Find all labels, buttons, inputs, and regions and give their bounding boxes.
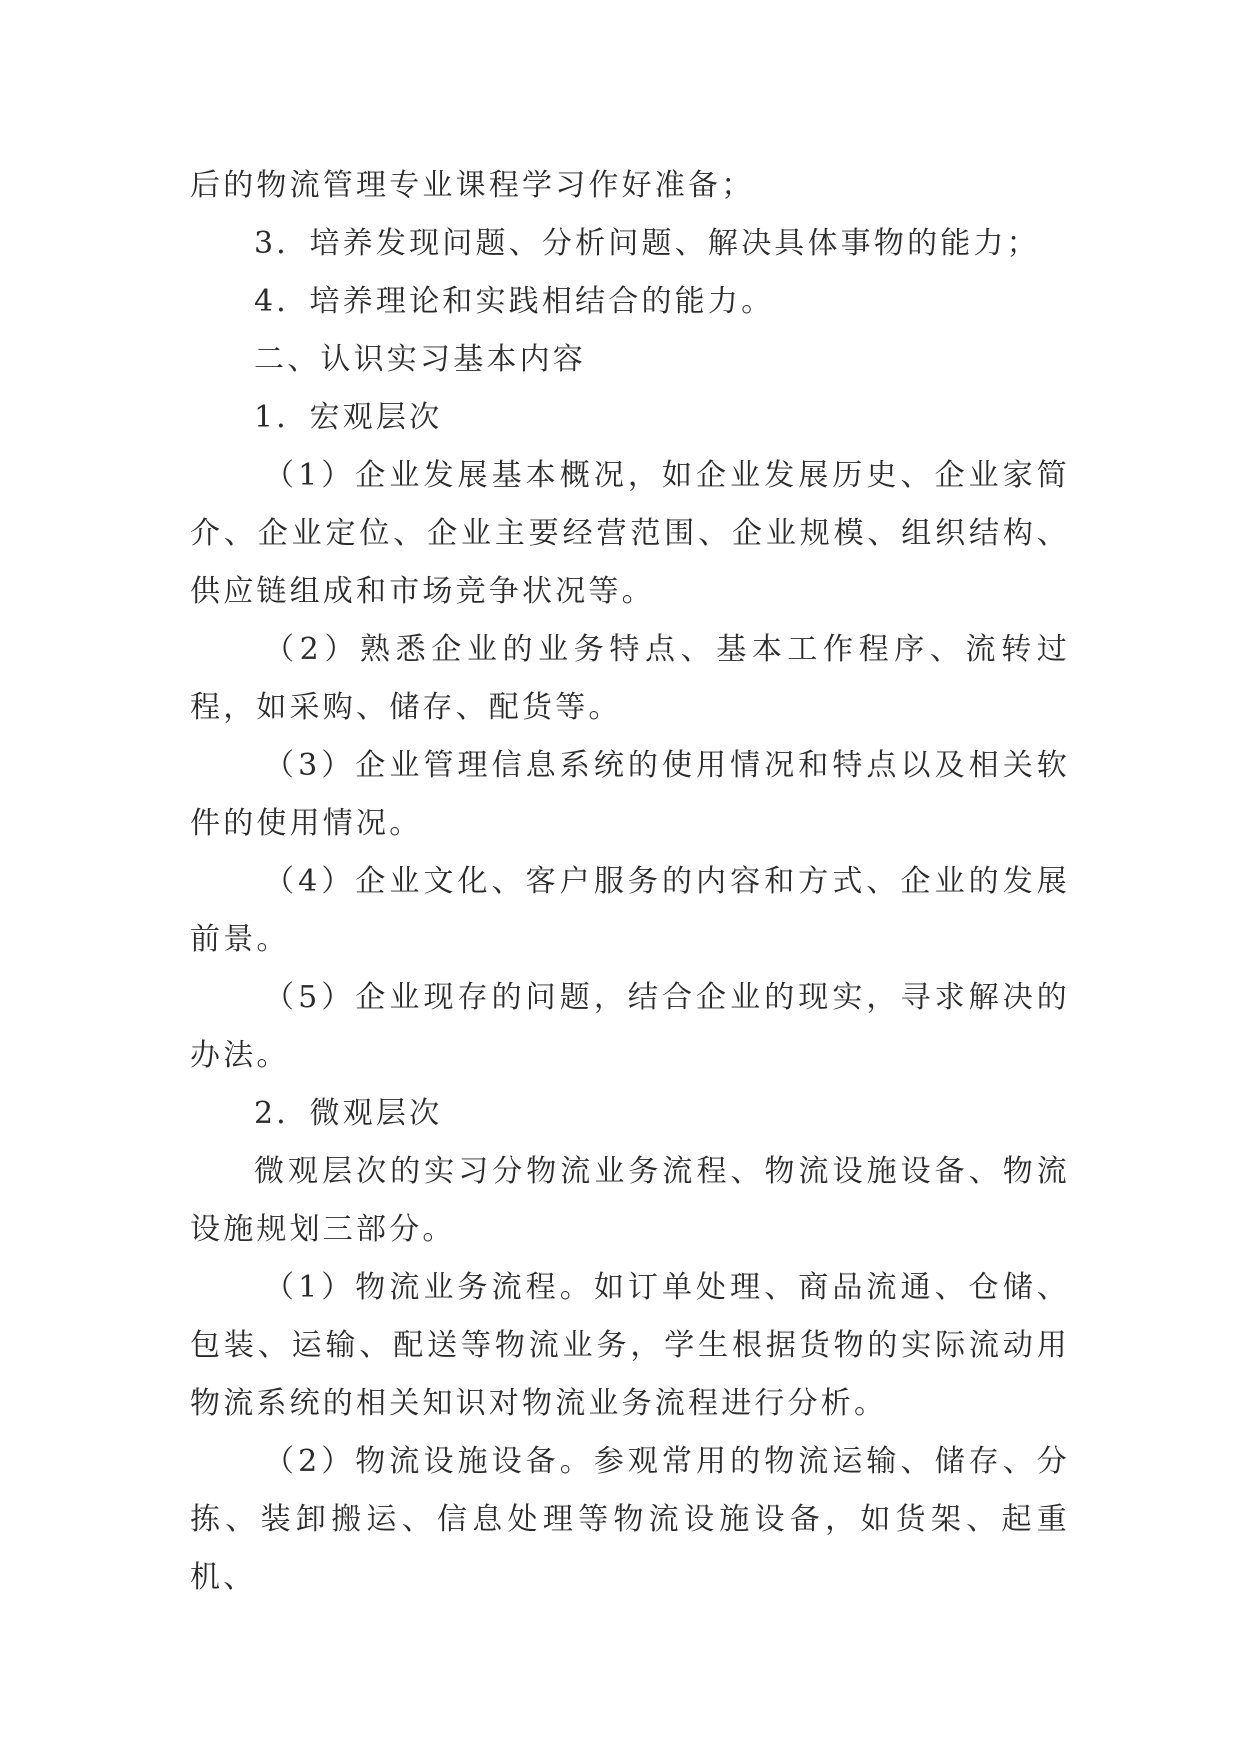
paragraph-macro-4: （4）企业文化、客户服务的内容和方式、企业的发展前景。 bbox=[190, 864, 1070, 957]
paragraph-objective-4: 4．培养理论和实践相结合的能力。 bbox=[254, 284, 775, 319]
document-body bbox=[190, 157, 1070, 1607]
paragraph-objective-3: 3．培养发现问题、分析问题、解决具体事物的能力； bbox=[254, 226, 1040, 261]
paragraph-micro-intro: 微观层次的实习分物流业务流程、物流设施设备、物流设施规划三部分。 bbox=[190, 1154, 1070, 1247]
paragraph-macro-2: （2）熟悉企业的业务特点、基本工作程序、流转过程，如采购、储存、配货等。 bbox=[190, 632, 1070, 725]
paragraph-macro-3: （3）企业管理信息系统的使用情况和特点以及相关软件的使用情况。 bbox=[190, 748, 1070, 841]
subheading-micro-level: 2．微观层次 bbox=[254, 1096, 443, 1131]
paragraph-macro-5: （5）企业现存的问题，结合企业的现实，寻求解决的办法。 bbox=[190, 980, 1070, 1073]
section-heading-basic-content: 二、认识实习基本内容 bbox=[254, 342, 586, 377]
paragraph-continuation: 后的物流管理专业课程学习作好准备； bbox=[190, 168, 755, 203]
paragraph-micro-1: （1）物流业务流程。如订单处理、商品流通、仓储、包装、运输、配送等物流业务，学生根据货物的实际流动用物流系统的相关知识对物流业务流程进行分析。 bbox=[190, 1270, 1070, 1421]
subheading-macro-level: 1．宏观层次 bbox=[254, 400, 443, 435]
paragraph-micro-2: （2）物流设施设备。参观常用的物流运输、储存、分拣、装卸搬运、信息处理等物流设施设备，如货架、起重机、 bbox=[190, 1444, 1070, 1595]
paragraph-macro-1: （1）企业发展基本概况，如企业发展历史、企业家简介、企业定位、企业主要经营范围、企业规模、组织结构、供应链组成和市场竞争状况等。 bbox=[190, 458, 1070, 609]
